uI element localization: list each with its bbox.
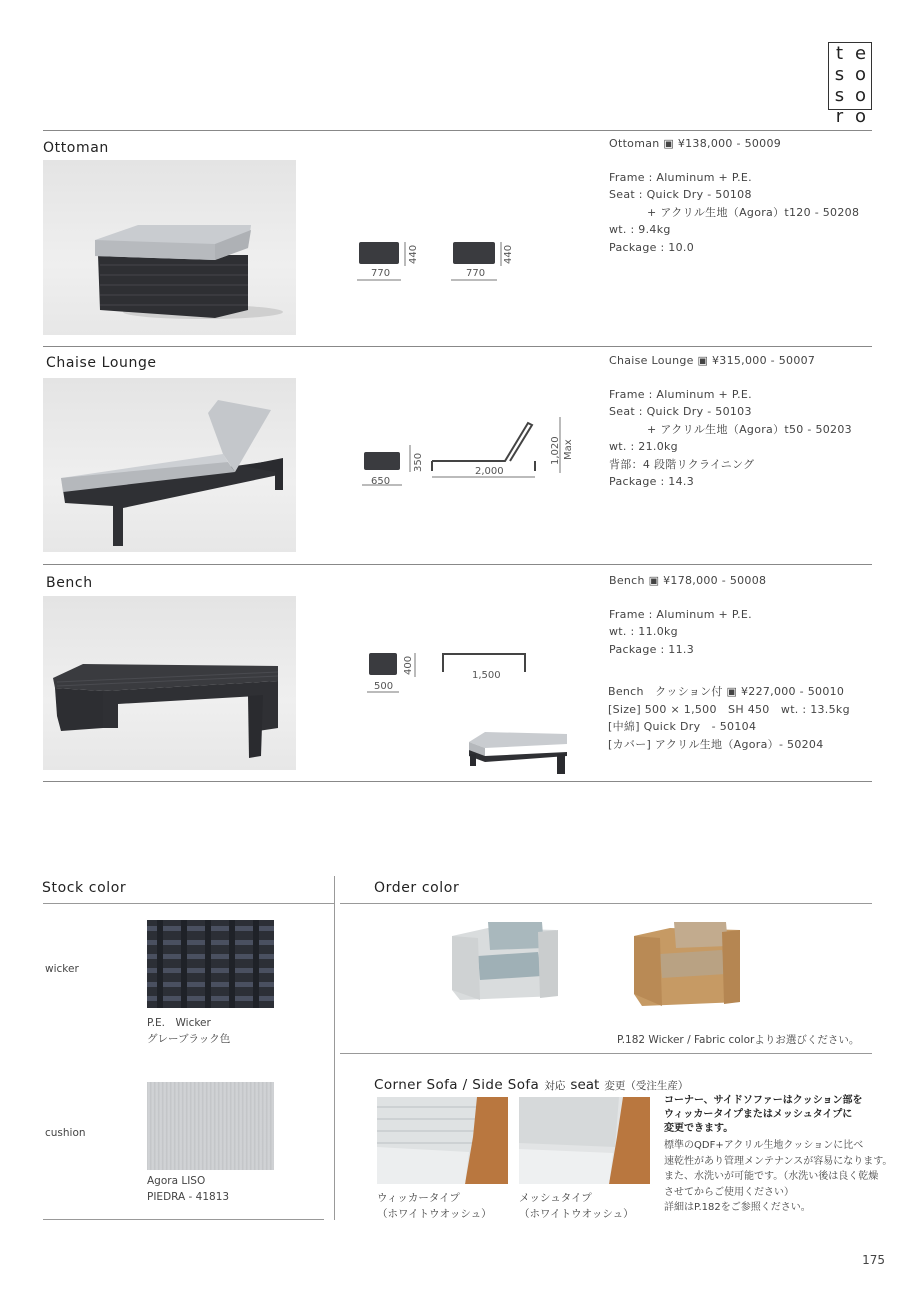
- spec-line: Frame : Aluminum + P.E.: [609, 170, 752, 184]
- chaise-illustration: [43, 378, 296, 552]
- logo-letter: o: [854, 64, 866, 85]
- bench-photo: [43, 596, 296, 770]
- spec-line: + アクリル生地（Agora）t120 - 50208: [647, 205, 860, 219]
- bench-height-label: 400: [403, 655, 414, 675]
- chaise-max-height-label: 1,020: [550, 436, 561, 465]
- spec-line: + アクリル生地（Agora）t50 - 50203: [647, 422, 852, 436]
- wicker-type-illustration: [377, 1097, 508, 1184]
- spec-line: [609, 370, 852, 386]
- logo-letter: e: [854, 43, 867, 64]
- sofa-whitewash-image: [448, 918, 563, 1003]
- ottoman-dimension-drawing: [355, 238, 525, 288]
- corner-bold-line: 変更できます。: [664, 1123, 734, 1134]
- bench-cushion-spec: [608, 683, 850, 753]
- spec-line: Package : 10.0: [609, 240, 694, 254]
- corner-bold-line: コーナー、サイドソファーはクッション部を: [664, 1095, 863, 1106]
- bench-cushion-image: [465, 726, 573, 776]
- sofa-natural-image: [630, 918, 745, 1008]
- chaise-title: Chaise Lounge: [46, 355, 157, 371]
- cushion-name: Agora LISO: [147, 1175, 206, 1187]
- corner-bold-line: ウィッカータイプまたはメッシュタイプに: [664, 1109, 853, 1120]
- chaise-max-label: Max: [563, 439, 574, 460]
- corner-body-line: 標準のQDF+アクリル生地クッションに比べ: [664, 1140, 864, 1151]
- wicker-swatch: [147, 920, 274, 1008]
- divider: [43, 564, 872, 565]
- bench-length-label: 1,500: [472, 670, 501, 681]
- logo-letter: r: [835, 106, 844, 127]
- divider: [340, 1053, 872, 1054]
- logo-letter: s: [834, 85, 845, 106]
- logo-letter: t: [835, 43, 844, 64]
- corner-body-line: させてからご使用ください）: [664, 1186, 794, 1198]
- logo-letter: s: [834, 64, 845, 85]
- bench-depth-label: 500: [374, 681, 394, 692]
- bench-title: Bench: [46, 575, 93, 591]
- vertical-divider: [334, 876, 335, 1220]
- logo-letter: o: [854, 85, 866, 106]
- spec-line: Frame : Aluminum + P.E.: [609, 607, 752, 621]
- divider: [43, 130, 872, 131]
- spec-line: Package : 11.3: [609, 642, 694, 656]
- spec-line: Frame : Aluminum + P.E.: [609, 387, 752, 401]
- wicker-type-image: [377, 1097, 508, 1184]
- corner-title-jp: 対応: [544, 1080, 566, 1092]
- page-number: 175: [862, 1253, 885, 1267]
- ottoman-height-label: 440: [408, 244, 419, 264]
- wicker-texture: [147, 920, 274, 1008]
- corner-description: [664, 1094, 892, 1216]
- mesh-type-image: [519, 1097, 650, 1184]
- order-color-note: P.182 Wicker / Fabric colorよりお選びください。: [617, 1034, 860, 1046]
- cushion-swatch: [147, 1082, 274, 1170]
- bench-spec: [609, 572, 766, 658]
- wicker-color: グレーブラック色: [147, 1033, 231, 1045]
- spec-line: [Size] 500 × 1,500 SH 450 wt. : 13.5kg: [608, 702, 850, 716]
- cushion-label: cushion: [45, 1127, 86, 1139]
- divider: [43, 903, 334, 904]
- spec-line: [中綿] Quick Dry - 50104: [608, 720, 757, 733]
- spec-line: [609, 153, 859, 169]
- spec-line: Ottoman ▣ ¥138,000 - 50009: [609, 137, 782, 150]
- brand-logo: [828, 42, 872, 127]
- ottoman-title: Ottoman: [43, 140, 109, 156]
- spec-line: Bench クッション付 ▣ ¥227,000 - 50010: [608, 685, 845, 698]
- bench-illustration: [43, 596, 296, 770]
- ottoman-photo: [43, 160, 296, 335]
- order-color-title: Order color: [374, 880, 460, 896]
- corner-body-line: 速乾性があり管理メンテナンスが容易になります。: [664, 1155, 893, 1167]
- corner-body-line: また、水洗いが可能です。（水洗い後は良く乾燥: [664, 1171, 879, 1182]
- wicker-type-caption-a: ウィッカータイプ: [377, 1192, 460, 1204]
- corner-sofa-heading: [374, 1074, 688, 1093]
- spec-line: Seat : Quick Dry - 50103: [609, 405, 752, 418]
- cushion-code: PIEDRA - 41813: [147, 1191, 230, 1203]
- spec-line: Package : 14.3: [609, 475, 694, 488]
- divider: [43, 781, 872, 782]
- spec-line: [609, 590, 766, 606]
- mesh-type-caption-b: （ホワイトウオッシュ）: [519, 1208, 634, 1220]
- spec-line: [カバー] アクリル生地（Agora）- 50204: [608, 737, 824, 751]
- corner-title-jp2: 変更（受注生産）: [604, 1080, 689, 1092]
- divider: [340, 903, 872, 904]
- chaise-photo: [43, 378, 296, 552]
- chaise-length-label: 2,000: [475, 466, 504, 477]
- mesh-type-illustration: [519, 1097, 650, 1184]
- ottoman-height-label-2: 440: [503, 244, 514, 264]
- mesh-type-caption-a: メッシュタイプ: [519, 1192, 592, 1204]
- chaise-depth-label: 650: [371, 476, 391, 487]
- wicker-label: wicker: [45, 963, 79, 975]
- spec-line: wt. : 9.4kg: [609, 223, 671, 236]
- spec-line: 背部：4 段階リクライニング: [609, 457, 755, 471]
- corner-title-en: Corner Sofa / Side Sofa: [374, 1077, 540, 1093]
- corner-body-line: 詳細はP.182をご参照ください。: [664, 1202, 811, 1213]
- divider: [43, 346, 872, 347]
- wicker-name: P.E. Wicker: [147, 1017, 211, 1029]
- spec-line: Chaise Lounge ▣ ¥315,000 - 50007: [609, 354, 816, 367]
- chaise-height-label: 350: [413, 452, 424, 472]
- spec-line: Bench ▣ ¥178,000 - 50008: [609, 574, 767, 587]
- spec-line: Seat : Quick Dry - 50108: [609, 188, 752, 201]
- spec-line: wt. : 11.0kg: [609, 625, 678, 638]
- wicker-type-caption-b: （ホワイトウオッシュ）: [377, 1208, 492, 1220]
- spec-line: wt. : 21.0kg: [609, 440, 678, 453]
- ottoman-spec: [609, 135, 859, 256]
- ottoman-width-label-2: 770: [466, 268, 486, 279]
- divider: [43, 1219, 324, 1220]
- stock-color-title: Stock color: [42, 880, 127, 896]
- ottoman-width-label: 770: [371, 268, 391, 279]
- chaise-spec: [609, 352, 852, 491]
- ottoman-illustration: [43, 160, 296, 335]
- logo-letter: o: [854, 106, 866, 127]
- corner-title-seat: seat: [570, 1077, 600, 1093]
